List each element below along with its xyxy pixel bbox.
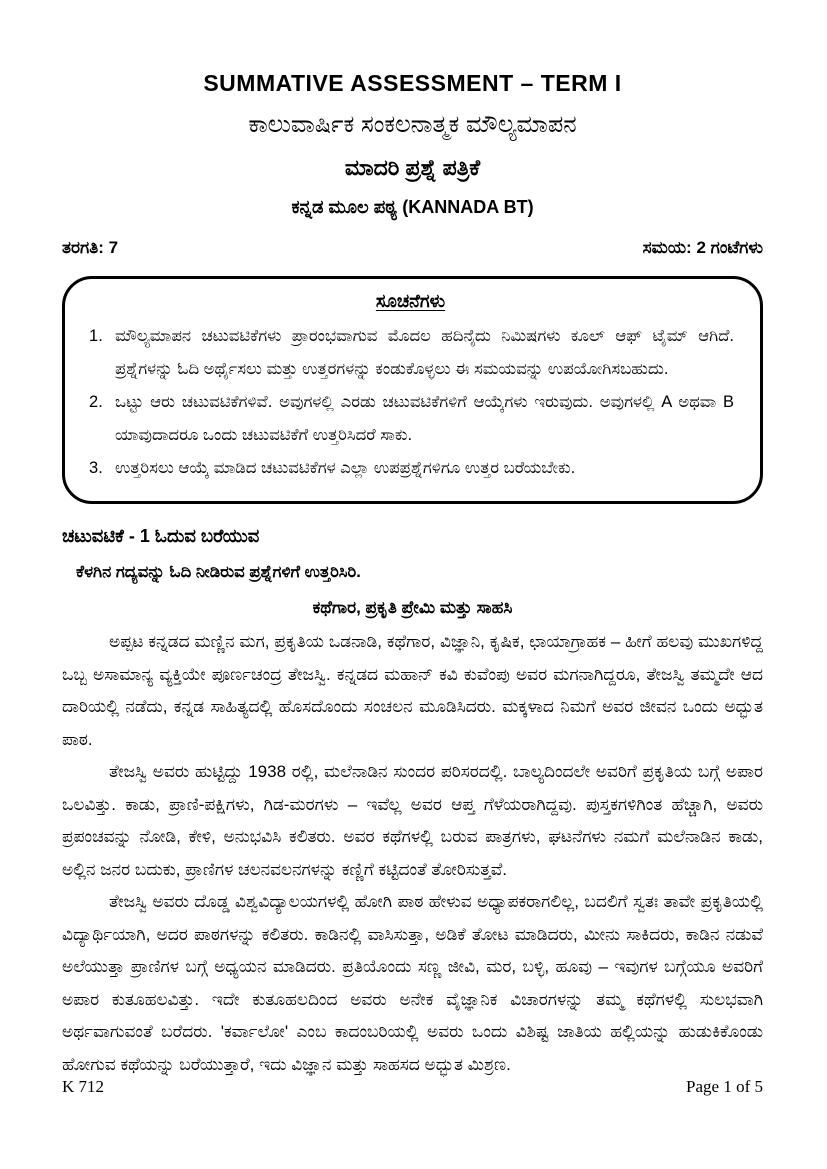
activity-heading: ಚಟುವಟಿಕೆ - 1 ಓದುವ ಬರೆಯುವ xyxy=(62,526,260,546)
passage-body xyxy=(62,626,763,1081)
paper-type-label: ಮಾದರಿ ಪ್ರಶ್ನೆ ಪತ್ರಿಕೆ xyxy=(344,155,481,180)
instructions-list xyxy=(87,320,734,485)
activity-section xyxy=(62,526,763,1081)
page-footer xyxy=(62,1077,763,1097)
passage-paragraph-3: ತೇಜಸ್ವಿ ಅವರು ದೊಡ್ಡ ವಿಶ್ವವಿದ್ಯಾಲಯಗಳಲ್ಲಿ ಹೋಗಿ ಪಾಠ ಹೇಳುವ ಅಧ್ಯಾಪಕರಾಗಲಿಲ್ಲ, ಬದಲಿಗೆ ಸ್ವತಃ ತಾವೇ ಪ್ರಕೃತಿಯಲ್ಲಿ ವಿದ್ಯಾರ್ಥಿಯಾಗಿ, ಅದರ ಪಾಠಗಳನ್ನು ಕಲಿತರು. ಕಾಡಿನಲ್ಲಿ ವಾಸಿಸುತ್ತಾ, ಅಡಿಕೆ ತೋಟ ಮಾಡಿದರು, ಮೀನು ಸಾಕಿದರು, ಕಾಡಿನ ನಡುವೆ ಅಲೆಯುತ್ತಾ ಪ್ರಾಣಿಗಳ ಬಗ್ಗೆ ಅಧ್ಯಯನ ಮಾಡಿದರು. ಪ್ರತಿಯೊಂದು ಸಣ್ಣ ಜೀವಿ, ಮರ, ಬಳ್ಳಿ, ಹೂವು – ಇವುಗಳ ಬಗ್ಗೆಯೂ ಅವರಿಗೆ ಅಪಾರ ಕುತೂಹಲವಿತ್ತು. ಇದೇ ಕುತೂಹಲದಿಂದ ಅವರು ಅನೇಕ ವೈಜ್ಞಾನಿಕ ವಿಚಾರಗಳನ್ನು ತಮ್ಮ ಕಥೆಗಳಲ್ಲಿ ಸುಲಭವಾಗಿ ಅರ್ಥವಾಗುವಂತೆ ಬರೆದರು. 'ಕರ್ವಾಲೋ' ಎಂಬ ಕಾದಂಬರಿಯಲ್ಲಿ ಅವರು ಒಂದು ವಿಶಿಷ್ಟ ಜಾತಿಯ ಹಲ್ಲಿಯನ್ನು ಹುಡುಕಿಕೊಂಡು ಹೋಗುವ ಕಥೆಯನ್ನು ಬರೆಯುತ್ತಾರೆ, ಇದು ವಿಜ್ಞಾನ ಮತ್ತು ಸಾಹಸದ ಅದ್ಭುತ ಮಿಶ್ರಣ. xyxy=(62,892,763,1074)
instruction-item-2: ಒಟ್ಟು ಆರು ಚಟುವಟಿಕೆಗಳಿವೆ. ಅವುಗಳಲ್ಲಿ ಎರಡು ಚಟುವಟಿಕೆಗಳಿಗೆ ಆಯ್ಕೆಗಳು ಇರುವುದು. ಅವುಗಳಲ್ಲಿ A ಅಥವಾ B ಯಾವುದಾದರೂ ಒಂದು ಚಟುವಟಿಕೆಗೆ ಉತ್ತರಿಸಿದರೆ ಸಾಕು. xyxy=(115,393,734,444)
paper-title-english: SUMMATIVE ASSESSMENT – TERM I xyxy=(203,70,622,96)
class-label: ತರಗತಿ: 7 xyxy=(62,238,119,257)
instruction-item-1: ಮೌಲ್ಯಮಾಪನ ಚಟುವಟಿಕೆಗಳು ಪ್ರಾರಂಭವಾಗುವ ಮೊದಲ ಹದಿನೈದು ನಿಮಿಷಗಳು ಕೂಲ್ ಆಫ್ ಟೈಮ್ ಆಗಿದೆ. ಪ್ರಶ್ನೆಗಳನ್ನು ಓದಿ ಅರ್ಥೈಸಲು ಮತ್ತು ಉತ್ತರಗಳನ್ನು ಕಂಡುಕೊಳ್ಳಲು ಈ ಸಮಯವನ್ನು ಉಪಯೋಗಿಸಬಹುದು. xyxy=(115,327,734,378)
time-label: ಸಮಯ: 2 ಗಂಟೆಗಳು xyxy=(642,238,763,257)
subject-label: ಕನ್ನಡ ಮೂಲ ಪಠ್ಯ (KANNADA BT) xyxy=(291,197,534,217)
page-number-indicator: Page 1 of 5 xyxy=(686,1077,763,1096)
passage-title: ಕಥೆಗಾರ, ಪ್ರಕೃತಿ ಪ್ರೇಮಿ ಮತ್ತು ಸಾಹಸಿ xyxy=(312,598,513,617)
passage-paragraph-2: ತೇಜಸ್ವಿ ಅವರು ಹುಟ್ಟಿದ್ದು 1938 ರಲ್ಲಿ, ಮಲೆನಾಡಿನ ಸುಂದರ ಪರಿಸರದಲ್ಲಿ. ಬಾಲ್ಯದಿಂದಲೇ ಅವರಿಗೆ ಪ್ರಕೃತಿಯ ಬಗ್ಗೆ ಅಪಾರ ಒಲವಿತ್ತು. ಕಾಡು, ಪ್ರಾಣಿ-ಪಕ್ಷಿಗಳು, ಗಿಡ-ಮರಗಳು – ಇವೆಲ್ಲ ಅವರ ಆಪ್ತ ಗೆಳೆಯರಾಗಿದ್ದವು. ಪುಸ್ತಕಗಳಿಗಿಂತ ಹೆಚ್ಚಾಗಿ, ಅವರು ಪ್ರಪಂಚವನ್ನು ನೋಡಿ, ಕೇಳಿ, ಅನುಭವಿಸಿ ಕಲಿತರು. ಅವರ ಕಥೆಗಳಲ್ಲಿ ಬರುವ ಪಾತ್ರಗಳು, ಘಟನೆಗಳು ನಮಗೆ ಮಲೆನಾಡಿನ ಕಾಡು, ಅಲ್ಲಿನ ಜನರ ಬದುಕು, ಪ್ರಾಣಿಗಳ ಚಲನವಲನಗಳನ್ನು ಕಣ್ಣಿಗೆ ಕಟ್ಟಿದಂತೆ ತೋರಿಸುತ್ತವೆ. xyxy=(62,762,763,879)
class-time-row xyxy=(62,238,763,258)
instructions-box xyxy=(62,276,763,504)
activity-instruction: ಕೆಳಗಿನ ಗದ್ಯವನ್ನು ಓದಿ ನೀಡಿರುವ ಪ್ರಶ್ನೆಗಳಿಗೆ ಉತ್ತರಿಸಿರಿ. xyxy=(76,563,361,581)
paper-header xyxy=(62,70,763,218)
document-code: K 712 xyxy=(62,1077,105,1096)
instructions-heading: ಸೂಚನೆಗಳು xyxy=(375,291,446,311)
passage-paragraph-1: ಅಪ್ಪಟ ಕನ್ನಡದ ಮಣ್ಣಿನ ಮಗ, ಪ್ರಕೃತಿಯ ಒಡನಾಡಿ, ಕಥೆಗಾರ, ವಿಜ್ಞಾನಿ, ಕೃಷಿಕ, ಛಾಯಾಗ್ರಾಹಕ – ಹೀಗೆ ಹಲವು ಮುಖಗಳಿದ್ದ ಒಬ್ಬ ಅಸಾಮಾನ್ಯ ವ್ಯಕ್ತಿಯೇ ಪೂರ್ಣಚಂದ್ರ ತೇಜಸ್ವಿ. ಕನ್ನಡದ ಮಹಾನ್ ಕವಿ ಕುವೆಂಪು ಅವರ ಮಗನಾಗಿದ್ದರೂ, ತೇಜಸ್ವಿ ತಮ್ಮದೇ ಆದ ದಾರಿಯಲ್ಲಿ ನಡೆದು, ಕನ್ನಡ ಸಾಹಿತ್ಯದಲ್ಲಿ ಹೊಸದೊಂದು ಸಂಚಲನ ಮೂಡಿಸಿದರು. ಮಕ್ಕಳಾದ ನಿಮಗೆ ಅವರ ಜೀವನ ಒಂದು ಅದ್ಭುತ ಪಾಠ. xyxy=(62,632,763,749)
instruction-item-3: ಉತ್ತರಿಸಲು ಆಯ್ಕೆ ಮಾಡಿದ ಚಟುವಟಿಕೆಗಳ ಎಲ್ಲಾ ಉಪಪ್ರಶ್ನೆಗಳಿಗೂ ಉತ್ತರ ಬರೆಯಬೇಕು. xyxy=(115,459,576,477)
paper-title-kannada: ಕಾಲುವಾರ್ಷಿಕ ಸಂಕಲನಾತ್ಮಕ ಮೌಲ್ಯಮಾಪನ xyxy=(248,111,577,138)
